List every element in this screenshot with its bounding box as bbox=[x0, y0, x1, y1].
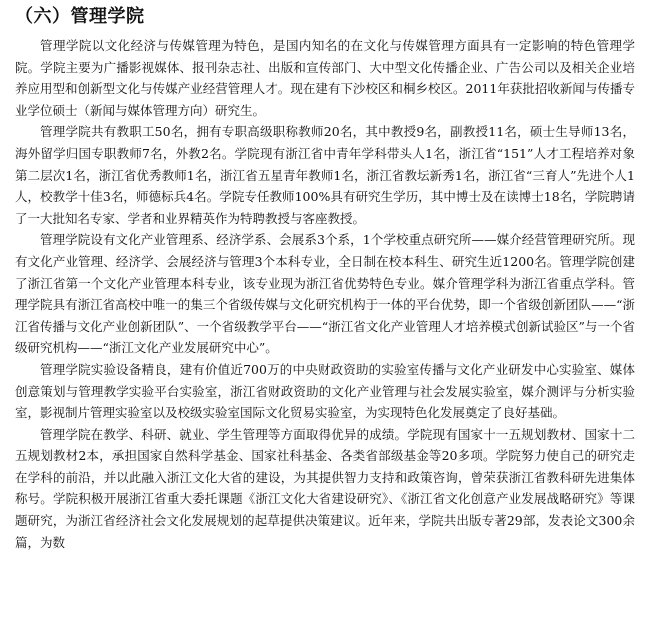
paragraph-laboratories: 管理学院实验设备精良，建有价值近700万的中央财政资助的实验室传播与文化产业研发中心实验室、媒体创意策划与管理教学实验平台实验室，浙江省财政资助的文化产业管理与社会发展实验室，媒介测评与分析实验室，影视制片管理实验室以及校级实验室国际文化贸易实验室，为实现特色化发展奠定了良好基础。 bbox=[15, 361, 635, 421]
paragraph-departments: 管理学院设有文化产业管理系、经济学系、会展系3个系，1个学校重点研究所——媒介经营管理研究所。现有文化产业管理、经济学、会展经济与管理3个本科专业，全日制在校本科生、研究生近1200名。管理学院创建了浙江省第一个文化产业管理本科专业，该专业现为浙江省优势特色专业。媒介管理学科为浙江省重点学科。管理学院具有浙江省高校中唯一的集三个省级传媒与文化研究机构于一体的平台优势，即一个省级创新团队——“浙江省传播与文化产业创新团队”、一个省级教学平台——“浙江省文化产业管理人才培养模式创新试验区”与一个省级研究机构——“浙江文化产业发展研究中心”。 bbox=[15, 232, 635, 356]
section-title: （六）管理学院 bbox=[15, 6, 145, 27]
paragraph-achievements: 管理学院在教学、科研、就业、学生管理等方面取得优异的成绩。学院现有国家十一五规划教材、国家十二五规划教材2本，承担国家自然科学基金、国家社科基金、各类省部级基金等20多项。学院努力使自己的研究走在学科的前沿，并以此融入浙江文化大省的建设，为其提供智力支持和政策咨询，曾荣获浙江省教科研先进集体称号。学院积极开展浙江省重大委托课题《浙江文化大省建设研究》、《浙江省文化创意产业发展战略研究》等课题研究，为浙江省经济社会文化发展规划的起草提供决策建议。近年来，学院共出版专著29部，发表论文300余篇，为数 bbox=[15, 426, 635, 550]
paragraph-faculty: 管理学院共有教职工50名，拥有专职高级职称教师20名，其中教授9名，副教授11名，硕士生导师13名，海外留学归国专职教师7名，外教2名。学院现有浙江省中青年学科带头人1名，浙江省“151”人才工程培养对象第二层次1名，浙江省优秀教师1名，浙江省五星青年教师1名，浙江省教坛新秀1名，浙江省“三育人”先进个人1人，校教学十佳3名，师德标兵4名。学院专任教师100%具有研究生学历，其中博士及在读博士18名，学院聘请了一大批知名专家、学者和业界精英作为特聘教授与客座教授。 bbox=[15, 124, 635, 226]
paragraph-overview: 管理学院以文化经济与传媒管理为特色，是国内知名的在文化与传媒管理方面具有一定影响的特色管理学院。学院主要为广播影视媒体、报刊杂志社、出版和宣传部门、大中型文化传播企业、广告公司以及相关企业培养应用型和创新型文化与传媒产业经营管理人才。现在建有下沙校区和桐乡校区。2011年获批招收新闻与传播专业学位硕士（新闻与媒体管理方向）研究生。 bbox=[15, 38, 635, 118]
